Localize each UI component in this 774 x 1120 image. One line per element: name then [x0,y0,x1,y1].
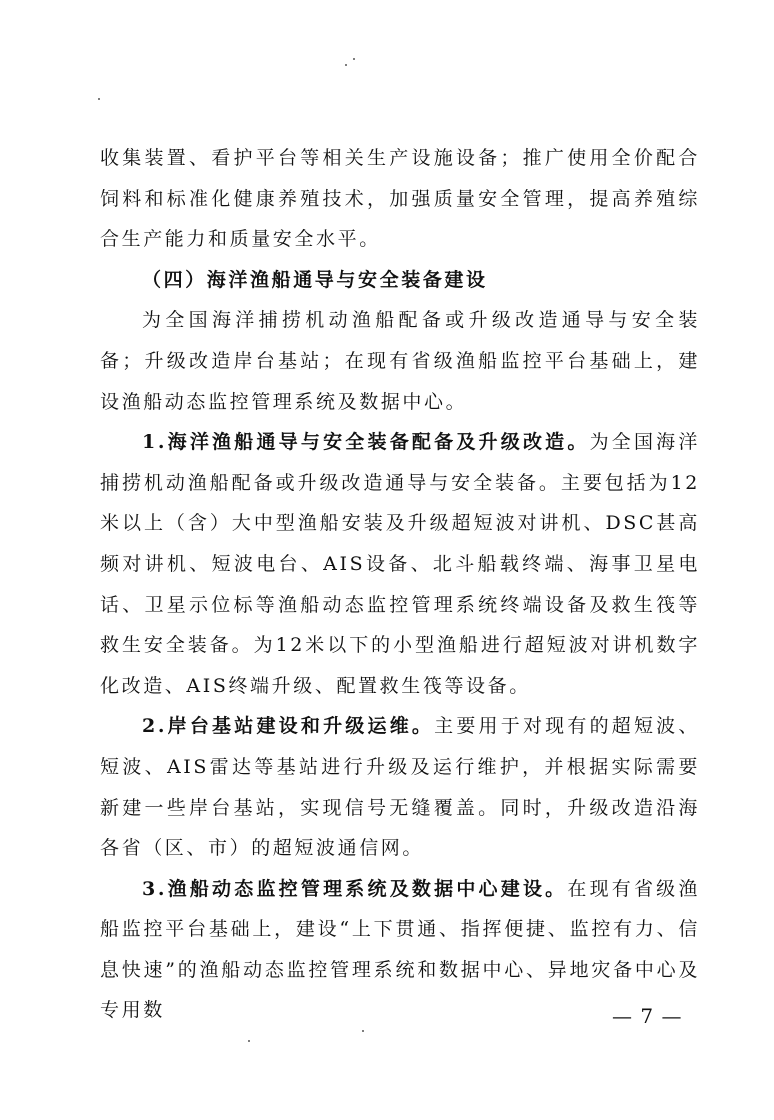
scan-speck [248,1040,250,1042]
section-heading-text: （四）海洋渔船通导与安全装备建设 [142,268,488,291]
scan-speck [353,58,355,60]
item-heading: 2.岸台基站建设和升级运维。 [142,715,435,738]
paragraph-continuation [100,138,700,260]
paragraph-item-1 [100,422,700,706]
paragraph-section-intro [100,300,700,422]
scan-speck [98,98,100,100]
paragraph-text: 为全国海洋捕捞机动渔船配备或升级改造通导与安全装备；升级改造岸台基站；在现有省级渔船监控平台基础上，建设渔船动态监控管理系统及数据中心。 [100,309,700,413]
paragraph-text: 收集装置、看护平台等相关生产设施设备；推广使用全价配合饲料和标准化健康养殖技术，加强质量安全管理，提高养殖综合生产能力和质量安全水平。 [100,147,700,251]
scan-speck [345,64,347,66]
paragraph-item-2 [100,706,700,868]
item-heading: 3.渔船动态监控管理系统及数据中心建设。 [142,877,568,900]
section-heading [100,260,700,301]
item-heading: 1.海洋渔船通导与安全装备配备及升级改造。 [142,431,590,454]
page-number: — 7 — [612,1004,683,1028]
paragraph-text: 为全国海洋捕捞机动渔船配备或升级改造通导与安全装备。主要包括为12米以上（含）大中型渔船安装及升级超短波对讲机、DSC甚高频对讲机、短波电台、AIS设备、北斗船载终端、海事卫星电话、卫星示位标等渔船动态监控管理系统终端设备及救生筏等救生安全装备。为12米以下的小型渔船进行超短波对讲机数字化改造、AIS终端升级、配置救生筏等设备。 [100,431,700,697]
body-text [100,138,700,1031]
paragraph-text: 主要用于对现有的超短波、短波、AIS雷达等基站进行升级及运行维护，并根据实际需要新建一些岸台基站，实现信号无缝覆盖。同时，升级改造沿海各省（区、市）的超短波通信网。 [100,715,700,860]
paragraph-text: 在现有省级渔船监控平台基础上，建设“上下贯通、指挥便捷、监控有力、信息快速”的渔船动态监控管理系统和数据中心、异地灾备中心及专用数 [100,877,700,1022]
paragraph-item-3 [100,869,700,1031]
